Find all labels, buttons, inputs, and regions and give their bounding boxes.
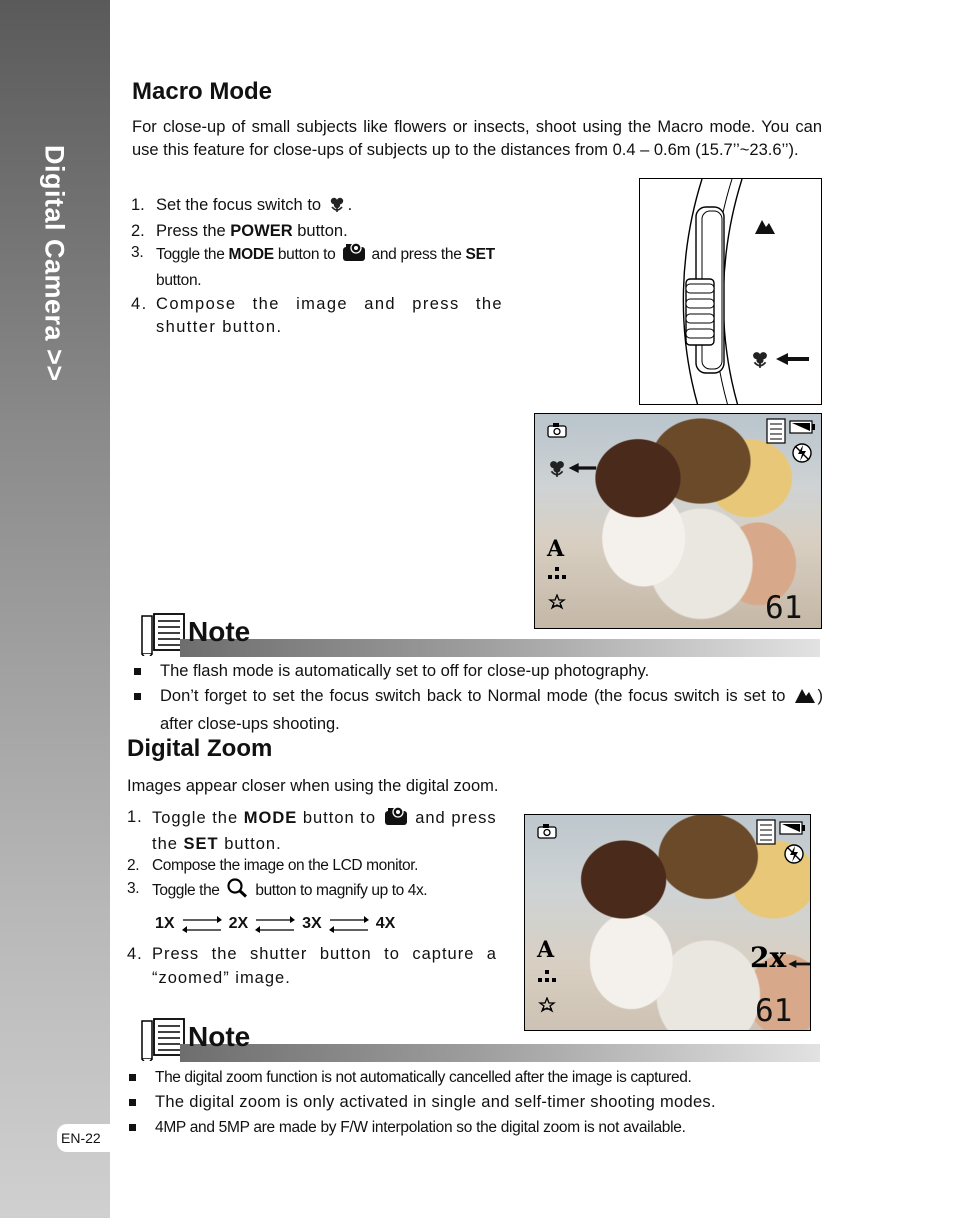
mountain-icon xyxy=(794,686,816,712)
pointer-arrow-icon xyxy=(774,352,810,371)
white-balance-auto: A xyxy=(537,937,555,963)
note2-item-2: The digital zoom is only activated in single and self-timer shooting modes. xyxy=(123,1090,823,1115)
mountain-icon xyxy=(754,217,776,240)
zoom-level: 4X xyxy=(375,915,396,932)
zoom-level: 1X xyxy=(155,915,175,932)
white-balance-auto: A xyxy=(547,536,565,562)
macro-heading: Macro Mode xyxy=(132,78,273,105)
note1-item-1: The flash mode is automatically set to off for close-up photography. xyxy=(128,659,823,684)
battery-icon xyxy=(789,420,815,439)
zoom-steps-continued xyxy=(127,942,497,990)
zoom-step-4: 4. Press the shutter button to capture a “zoomed” image. xyxy=(127,945,497,987)
macro-step-3: 3. Toggle the MODE button to and press the SET button. xyxy=(131,244,495,290)
zoom-step-2: 2. Compose the image on the LCD monitor. xyxy=(127,857,419,874)
zoom-level: 3X xyxy=(302,915,322,932)
note-title: Note xyxy=(188,1021,251,1052)
metering-icon xyxy=(537,969,557,988)
macro-step-2: 2. Press the POWER button. xyxy=(131,221,348,240)
magnifier-icon xyxy=(225,878,249,906)
macro-steps xyxy=(131,194,503,338)
toggle-arrows-icon xyxy=(328,913,370,935)
camera-icon xyxy=(547,422,567,443)
note2-item-1: The digital zoom function is not automatically cancelled after the image is captured. xyxy=(123,1065,823,1090)
macro-step-1: 1. Set the focus switch to . xyxy=(131,194,503,220)
camera-mode-icon xyxy=(384,806,408,833)
section-title-vertical: Digital Camera >> xyxy=(39,145,70,382)
lcd-preview-macro xyxy=(534,413,822,629)
battery-icon xyxy=(779,821,805,840)
macro-intro: For close-up of small subjects like flowers or insects, shoot using the Macro mode. You can use this feature for close-ups of subjects up to the distances from 0.4 – 0.6m (15.7’’~23.6’’). xyxy=(132,118,822,159)
zoom-indicator: 2x xyxy=(750,941,787,974)
note-header xyxy=(134,1017,820,1061)
flash-off-icon xyxy=(783,843,805,870)
note-title: Note xyxy=(188,616,251,647)
zoom-heading: Digital Zoom xyxy=(127,735,273,762)
lcd-preview-zoom xyxy=(524,814,811,1031)
zoom-level-sequence xyxy=(155,913,395,935)
image-quality-icon xyxy=(766,418,786,449)
zoom-step-3: 3. Toggle the button to magnify up to 4x. xyxy=(127,878,497,906)
zoom-steps xyxy=(127,806,497,905)
note1-item-2: Don’t forget to set the focus switch back to Normal mode (the focus switch is set to ) after close-ups shooting. xyxy=(128,684,823,737)
macro-flower-icon xyxy=(547,458,567,483)
pointer-arrow-icon xyxy=(567,461,597,479)
image-quality-icon xyxy=(756,819,776,850)
zoom-step-1: 1. Toggle the MODE button to and press the SET button. xyxy=(127,808,497,853)
note-header xyxy=(134,612,820,656)
zoom-intro: Images appear closer when using the digital zoom. xyxy=(127,777,499,795)
focus-switch-illustration xyxy=(639,178,822,405)
camera-mode-icon xyxy=(342,242,366,270)
toggle-arrows-icon xyxy=(181,913,223,935)
flash-off-icon xyxy=(791,442,813,469)
toggle-arrows-icon xyxy=(254,913,296,935)
shots-remaining: 61 xyxy=(765,590,803,626)
macro-step-4: 4. Compose the image and press the shutter button. xyxy=(131,294,503,336)
page-number: EN-22 xyxy=(57,1124,113,1152)
note1-list xyxy=(128,659,823,737)
note2-item-3: 4MP and 5MP are made by F/W interpolation so the digital zoom is not available. xyxy=(123,1115,823,1140)
zoom-level: 2X xyxy=(228,915,249,932)
note-divider xyxy=(180,639,820,657)
note2-list xyxy=(123,1065,823,1140)
pointer-arrow-icon xyxy=(787,957,811,975)
macro-flower-icon xyxy=(750,349,770,374)
camera-icon xyxy=(537,823,557,844)
macro-flower-icon xyxy=(328,195,346,220)
metering-icon xyxy=(547,566,567,585)
shots-remaining: 61 xyxy=(755,993,793,1029)
note-divider xyxy=(180,1044,820,1062)
